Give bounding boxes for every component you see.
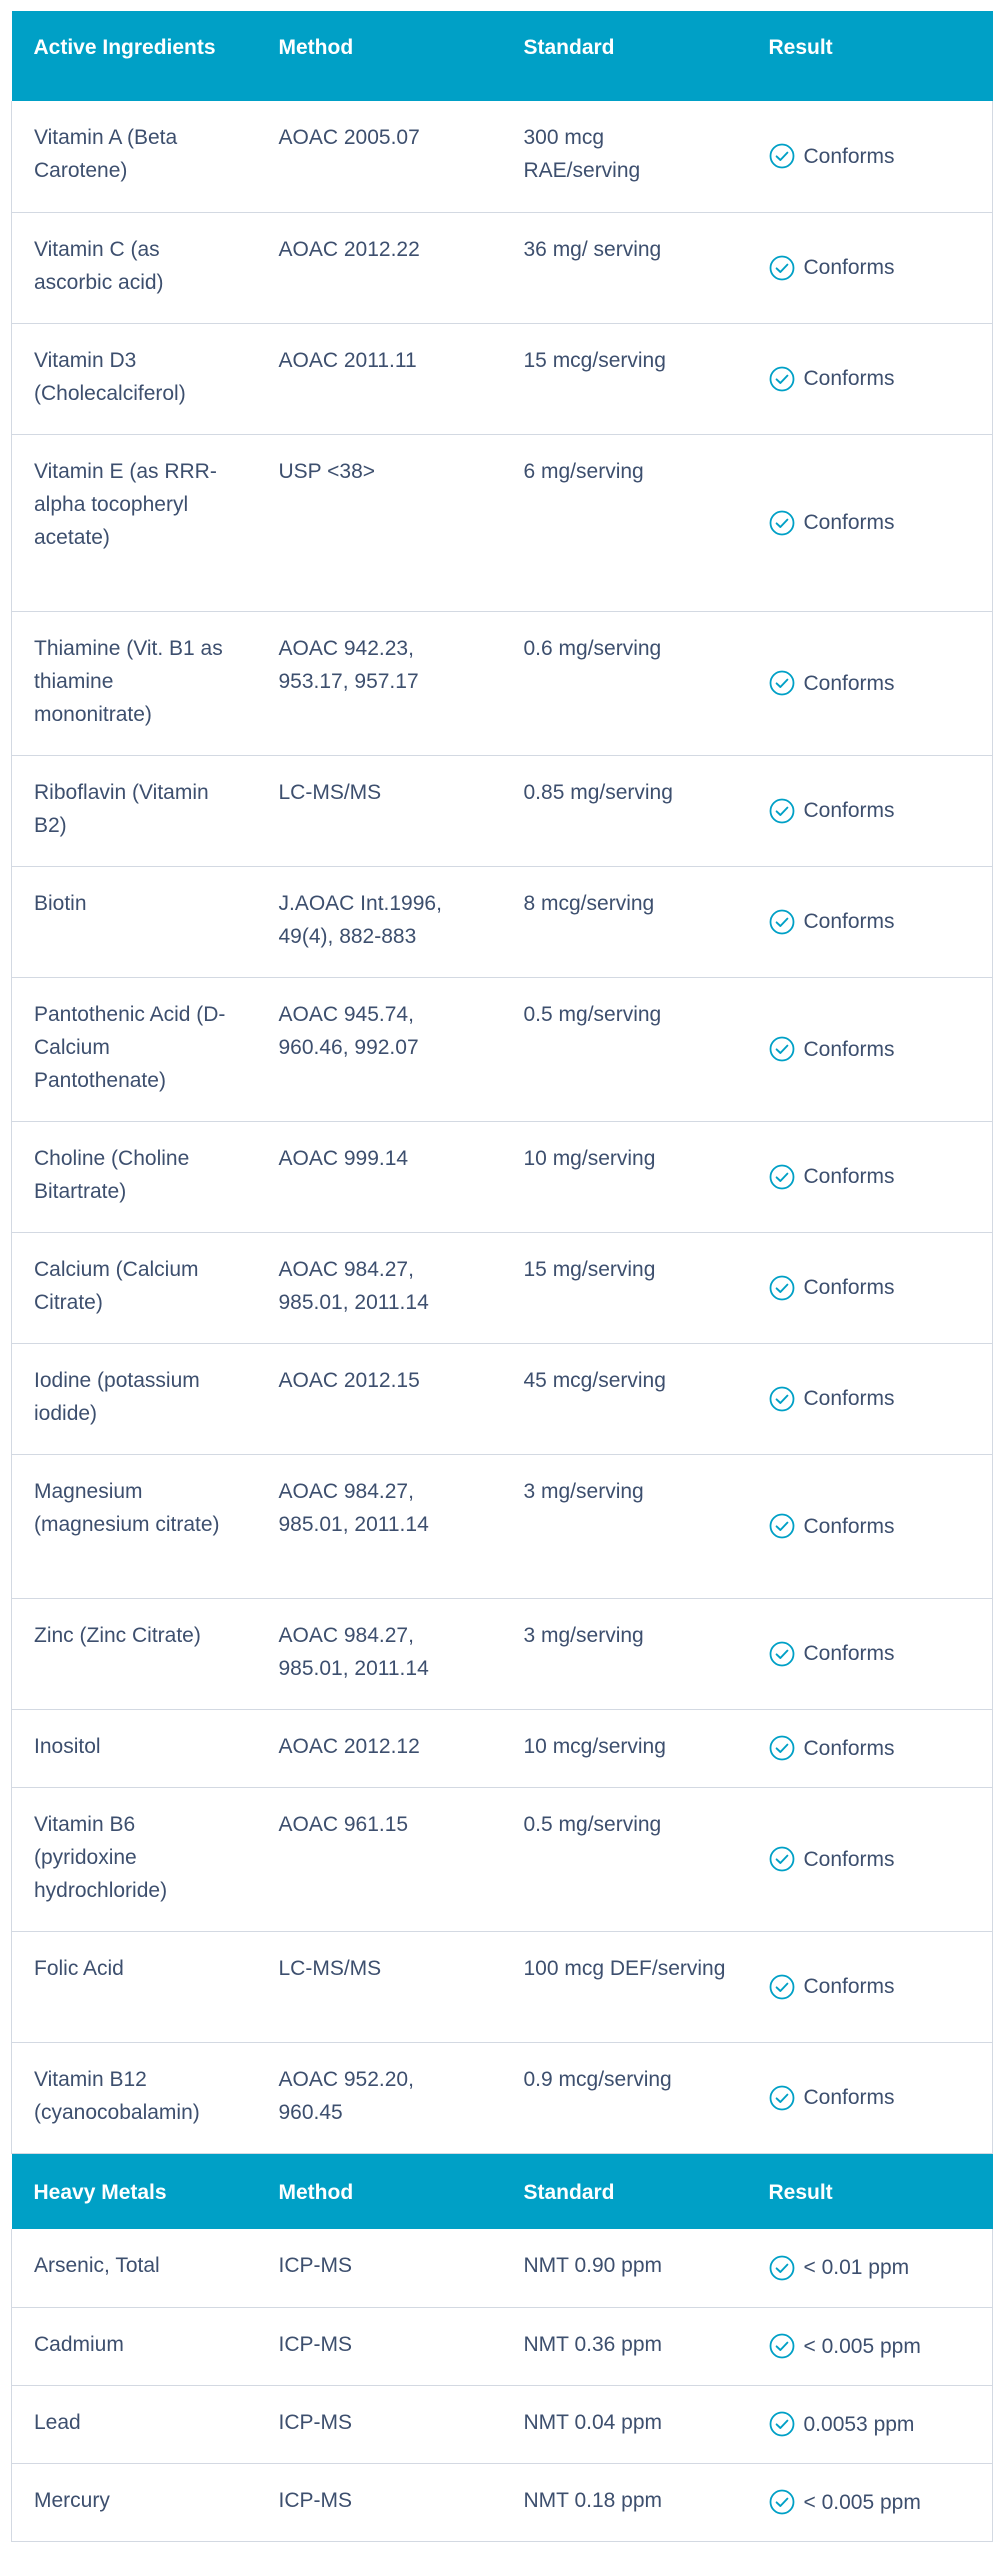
result-cell	[747, 611, 993, 755]
ingredients-header-row	[12, 11, 993, 101]
name-cell: Vitamin C (as ascorbic acid)	[12, 212, 257, 323]
test-results-table	[11, 11, 993, 2542]
name-cell: Vitamin B12 (cyanocobalamin)	[12, 2042, 257, 2153]
method-cell: J.AOAC Int.1996, 49(4), 882-883	[257, 866, 502, 977]
table-row	[12, 1787, 993, 1931]
standard-cell: NMT 0.18 ppm	[502, 2463, 747, 2541]
standard-cell: 3 mg/serving	[502, 1598, 747, 1709]
name-cell: Cadmium	[12, 2307, 257, 2385]
name-cell: Vitamin E (as RRR-alpha tocopheryl acetate)	[12, 434, 257, 611]
check-circle-icon	[769, 1513, 795, 1539]
result-value	[769, 1033, 973, 1066]
result-cell	[747, 1598, 993, 1709]
result-cell	[747, 101, 993, 212]
standard-cell: NMT 0.36 ppm	[502, 2307, 747, 2385]
table-row	[12, 1232, 993, 1343]
result-value	[769, 251, 973, 284]
check-circle-icon	[769, 1386, 795, 1412]
method-cell: AOAC 942.23, 953.17, 957.17	[257, 611, 502, 755]
table-row	[12, 1598, 993, 1709]
result-text: Conforms	[803, 256, 895, 279]
check-circle-icon	[769, 2489, 795, 2515]
result-cell	[747, 434, 993, 611]
table-row	[12, 755, 993, 866]
name-cell: Zinc (Zinc Citrate)	[12, 1598, 257, 1709]
check-circle-icon	[769, 1846, 795, 1872]
check-circle-icon	[769, 2085, 795, 2111]
result-value	[769, 506, 973, 539]
standard-cell: NMT 0.90 ppm	[502, 2229, 747, 2307]
result-text: Conforms	[803, 910, 895, 933]
method-cell: AOAC 2005.07	[257, 101, 502, 212]
result-value	[769, 794, 973, 827]
name-cell: Calcium (Calcium Citrate)	[12, 1232, 257, 1343]
standard-cell: 0.9 mcg/serving	[502, 2042, 747, 2153]
table-row	[12, 1709, 993, 1787]
method-cell: AOAC 984.27, 985.01, 2011.14	[257, 1232, 502, 1343]
method-cell: ICP-MS	[257, 2229, 502, 2307]
check-circle-icon	[769, 1036, 795, 1062]
result-value	[769, 2251, 973, 2284]
result-text: < 0.005 ppm	[803, 2490, 921, 2514]
table-row	[12, 1121, 993, 1232]
standard-cell: 45 mcg/serving	[502, 1343, 747, 1454]
table-row	[12, 434, 993, 611]
result-text: 0.0053 ppm	[803, 2412, 915, 2436]
result-text: Conforms	[803, 1037, 895, 1061]
name-cell: Folic Acid	[12, 1931, 257, 2042]
table-row	[12, 2385, 993, 2463]
check-circle-icon	[769, 366, 795, 392]
result-value	[769, 1382, 973, 1415]
result-value	[769, 667, 973, 700]
result-text: Conforms	[803, 511, 895, 534]
check-circle-icon	[769, 1735, 795, 1761]
name-cell: Vitamin B6 (pyridoxine hydrochloride)	[12, 1787, 257, 1931]
result-cell	[747, 1931, 993, 2042]
result-text: Conforms	[803, 1165, 895, 1188]
result-cell	[747, 1121, 993, 1232]
name-cell: Riboflavin (Vitamin B2)	[12, 755, 257, 866]
check-circle-icon	[769, 2411, 795, 2437]
result-text: Conforms	[803, 1387, 895, 1410]
method-cell: AOAC 2012.22	[257, 212, 502, 323]
name-cell: Arsenic, Total	[12, 2229, 257, 2307]
result-text: Conforms	[803, 2086, 895, 2109]
test-results-panel	[11, 11, 992, 2542]
table-row	[12, 323, 993, 434]
method-cell: LC-MS/MS	[257, 755, 502, 866]
result-value	[769, 2408, 973, 2441]
table-row	[12, 1931, 993, 2042]
result-cell	[747, 977, 993, 1121]
method-cell: LC-MS/MS	[257, 1931, 502, 2042]
header-standard: Standard	[502, 11, 747, 101]
result-text: Conforms	[803, 144, 895, 168]
result-text: < 0.01 ppm	[803, 2256, 910, 2280]
result-cell	[747, 2229, 993, 2307]
check-circle-icon	[769, 1275, 795, 1301]
result-value	[769, 140, 973, 173]
table-row	[12, 2463, 993, 2541]
result-text: Conforms	[803, 1642, 895, 1665]
standard-cell: 3 mg/serving	[502, 1454, 747, 1598]
method-cell: ICP-MS	[257, 2385, 502, 2463]
table-row	[12, 611, 993, 755]
header-result: Result	[747, 2153, 993, 2229]
check-circle-icon	[769, 670, 795, 696]
result-cell	[747, 755, 993, 866]
standard-cell: 15 mcg/serving	[502, 323, 747, 434]
header-result: Result	[747, 11, 993, 101]
name-cell: Pantothenic Acid (D-Calcium Pantothenate)	[12, 977, 257, 1121]
result-cell	[747, 1709, 993, 1787]
standard-cell: 6 mg/serving	[502, 434, 747, 611]
result-value	[769, 1970, 973, 2003]
method-cell: ICP-MS	[257, 2463, 502, 2541]
result-cell	[747, 1232, 993, 1343]
standard-cell: 0.85 mg/serving	[502, 755, 747, 866]
standard-cell: 36 mg/ serving	[502, 212, 747, 323]
result-cell	[747, 323, 993, 434]
result-value	[769, 1732, 973, 1765]
table-row	[12, 866, 993, 977]
check-circle-icon	[769, 909, 795, 935]
result-cell	[747, 212, 993, 323]
result-text: Conforms	[803, 1514, 895, 1538]
result-value	[769, 362, 973, 395]
result-cell	[747, 2463, 993, 2541]
result-text: Conforms	[803, 671, 895, 695]
table-row	[12, 212, 993, 323]
result-value	[769, 1510, 973, 1543]
result-value	[769, 1843, 973, 1876]
standard-cell: 100 mcg DEF/serving	[502, 1931, 747, 2042]
name-cell: Magnesium (magnesium citrate)	[12, 1454, 257, 1598]
table-row	[12, 977, 993, 1121]
table-row	[12, 2042, 993, 2153]
header-method: Method	[257, 11, 502, 101]
check-circle-icon	[769, 1641, 795, 1667]
standard-cell: 8 mcg/serving	[502, 866, 747, 977]
table-row	[12, 2307, 993, 2385]
standard-cell: 0.6 mg/serving	[502, 611, 747, 755]
method-cell: AOAC 984.27, 985.01, 2011.14	[257, 1598, 502, 1709]
check-circle-icon	[769, 2255, 795, 2281]
method-cell: AOAC 2011.11	[257, 323, 502, 434]
result-cell	[747, 1787, 993, 1931]
method-cell: AOAC 984.27, 985.01, 2011.14	[257, 1454, 502, 1598]
result-text: < 0.005 ppm	[803, 2334, 921, 2358]
result-cell	[747, 2385, 993, 2463]
result-value	[769, 2081, 973, 2114]
result-text: Conforms	[803, 1736, 895, 1760]
result-value	[769, 1637, 973, 1670]
table-row	[12, 1454, 993, 1598]
header-method: Method	[257, 2153, 502, 2229]
name-cell: Biotin	[12, 866, 257, 977]
header-standard: Standard	[502, 2153, 747, 2229]
name-cell: Thiamine (Vit. B1 as thiamine mononitrate)	[12, 611, 257, 755]
name-cell: Vitamin A (Beta Carotene)	[12, 101, 257, 212]
table-row	[12, 101, 993, 212]
method-cell: USP <38>	[257, 434, 502, 611]
standard-cell: 0.5 mg/serving	[502, 1787, 747, 1931]
method-cell: AOAC 961.15	[257, 1787, 502, 1931]
table-row	[12, 1343, 993, 1454]
method-cell: ICP-MS	[257, 2307, 502, 2385]
result-text: Conforms	[803, 1847, 895, 1871]
check-circle-icon	[769, 255, 795, 281]
metals-header-row	[12, 2153, 993, 2229]
header-active-ingredients: Active Ingredients	[12, 11, 257, 101]
method-cell: AOAC 999.14	[257, 1121, 502, 1232]
result-text: Conforms	[803, 367, 895, 390]
result-value	[769, 2330, 973, 2363]
standard-cell: 10 mg/serving	[502, 1121, 747, 1232]
check-circle-icon	[769, 510, 795, 536]
check-circle-icon	[769, 143, 795, 169]
test-results-body	[12, 11, 993, 2541]
standard-cell: 10 mcg/serving	[502, 1709, 747, 1787]
result-cell	[747, 1343, 993, 1454]
result-value	[769, 905, 973, 938]
result-text: Conforms	[803, 799, 895, 822]
name-cell: Lead	[12, 2385, 257, 2463]
header-heavy-metals: Heavy Metals	[12, 2153, 257, 2229]
check-circle-icon	[769, 1164, 795, 1190]
standard-cell: 300 mcg RAE/serving	[502, 101, 747, 212]
standard-cell: NMT 0.04 ppm	[502, 2385, 747, 2463]
result-cell	[747, 2307, 993, 2385]
result-value	[769, 1160, 973, 1193]
name-cell: Choline (Choline Bitartrate)	[12, 1121, 257, 1232]
name-cell: Mercury	[12, 2463, 257, 2541]
table-row	[12, 2229, 993, 2307]
standard-cell: 0.5 mg/serving	[502, 977, 747, 1121]
result-cell	[747, 1454, 993, 1598]
method-cell: AOAC 2012.15	[257, 1343, 502, 1454]
method-cell: AOAC 2012.12	[257, 1709, 502, 1787]
standard-cell: 15 mg/serving	[502, 1232, 747, 1343]
name-cell: Inositol	[12, 1709, 257, 1787]
result-value	[769, 1271, 973, 1304]
check-circle-icon	[769, 2333, 795, 2359]
name-cell: Vitamin D3 (Cholecalciferol)	[12, 323, 257, 434]
result-cell	[747, 2042, 993, 2153]
name-cell: Iodine (potassium iodide)	[12, 1343, 257, 1454]
method-cell: AOAC 945.74, 960.46, 992.07	[257, 977, 502, 1121]
result-value	[769, 2486, 973, 2519]
check-circle-icon	[769, 798, 795, 824]
check-circle-icon	[769, 1974, 795, 2000]
result-text: Conforms	[803, 1276, 895, 1299]
method-cell: AOAC 952.20, 960.45	[257, 2042, 502, 2153]
result-cell	[747, 866, 993, 977]
result-text: Conforms	[803, 1975, 895, 1998]
